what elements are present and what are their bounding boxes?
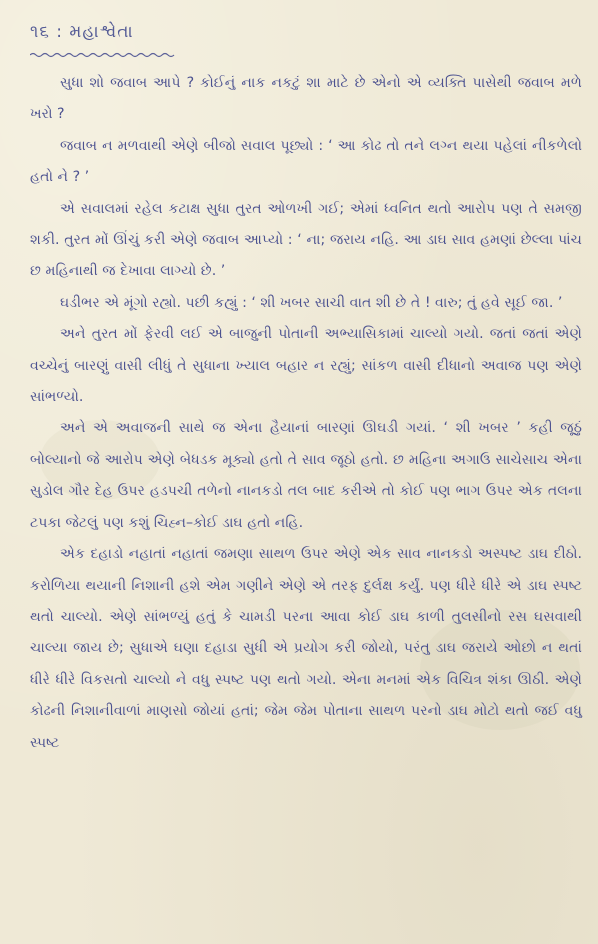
paragraph: અને તુરત મોં ફેરવી લઈ એ બાજુની પોતાની અભ્યાસિકામાં ચાલ્યો ગયો. જતાં જતાં એણે વચ્ચેનું બારણું વાસી લીધું તે સુધાના ખ્યાલ બહાર ન રહ્યું; સાંકળ વાસી દીધાનો અવાજ પણ એણે સાંભળ્યો. [30, 326, 582, 406]
paragraph: એ સવાલમાં રહેલ કટાક્ષ સુધા તુરત ઓળખી ગઈ; એમાં ધ્વનિત થતો આરોપ પણ તે સમજી શકી. તુરત મોં ઊંચું કરી એણે જવાબ આપ્યો : ‘ ના; જરાય નહિ. આ ડાઘ સાવ હમણાં છેલ્લા પાંચ છ મહિનાથી જ દેખાવા લાગ્યો છે. ’ [30, 200, 582, 280]
paragraph: સુધા શો જવાબ આપે ? કોઈનું નાક નકટું શા માટે છે એનો એ વ્યક્તિ પાસેથી જવાબ મળે ખરો ? [30, 75, 582, 123]
body-text [30, 68, 582, 759]
running-head: ૧૬ : મહાશ્વેતા [30, 22, 134, 42]
running-header [30, 22, 330, 62]
paragraph: અને એ અવાજની સાથે જ એના હૈયાનાં બારણાં ઊઘડી ગયાં. ‘ શી ખબર ’ કહી જૂઠું બોલ્યાનો જે આરોપ એણે બેધડક મૂક્યો હતો તે સાવ જૂઠો હતો. છ મહિના અગાઉ સાચેસાચ એના સુડોલ ગૌર દેહ ઉપર હડપચી તળેનો નાનકડો તલ બાદ કરીએ તો કોઈ પણ ભાગ ઉપર એક તલના ટપકા જેટલું પણ કશું ચિહ્ન–કોઈ ડાઘ હતો નહિ. [30, 420, 582, 531]
paragraph: ઘડીભર એ મૂંગો રહ્યો. પછી કહ્યું : ‘ શી ખબર સાચી વાત શી છે તે ! વારુ; તું હવે સૂઈ જા. ’ [60, 294, 563, 311]
wavy-underline [30, 52, 176, 58]
paragraph: જવાબ ન મળવાથી એણે બીજો સવાલ પૂછ્યો : ‘ આ કોઢ તો તને લગ્ન થયા પહેલાં નીકળેલો હતો ને ? ’ [30, 137, 582, 186]
paragraph: એક દહાડો નહાતાં નહાતાં જમણા સાથળ ઉપર એણે એક સાવ નાનકડો અસ્પષ્ટ ડાઘ દીઠો. કરોળિયા થયાની નિશાની હશે એમ ગણીને એણે એ તરફ દુર્લક્ષ કર્યું. પણ ધીરે ધીરે એ ડાઘ સ્પષ્ટ થતો ચાલ્યો. એણે સાંભળ્યું હતું કે ચામડી પરના આવા કોઈ ડાઘ કાળી તુલસીનો રસ ઘસવાથી ચાલ્યા જાય છે; સુધાએ ઘણા દહાડા સુધી એ પ્રયોગ કરી જોયો, પરંતુ ડાઘ જરાયે ઓછો ન થતાં ધીરે ધીરે વિકસતો ચાલ્યો ને વધુ સ્પષ્ટ પણ થતો ગયો. એના મનમાં એક વિચિત્ર શંકા ઊઠી. એણે કોઢની નિશાનીવાળાં માણસો જોયાં હતાં; જેમ જેમ પોતાના સાથળ પરનો ડાઘ મોટો થતો જઈ વધુ સ્પષ્ટ [30, 546, 582, 751]
